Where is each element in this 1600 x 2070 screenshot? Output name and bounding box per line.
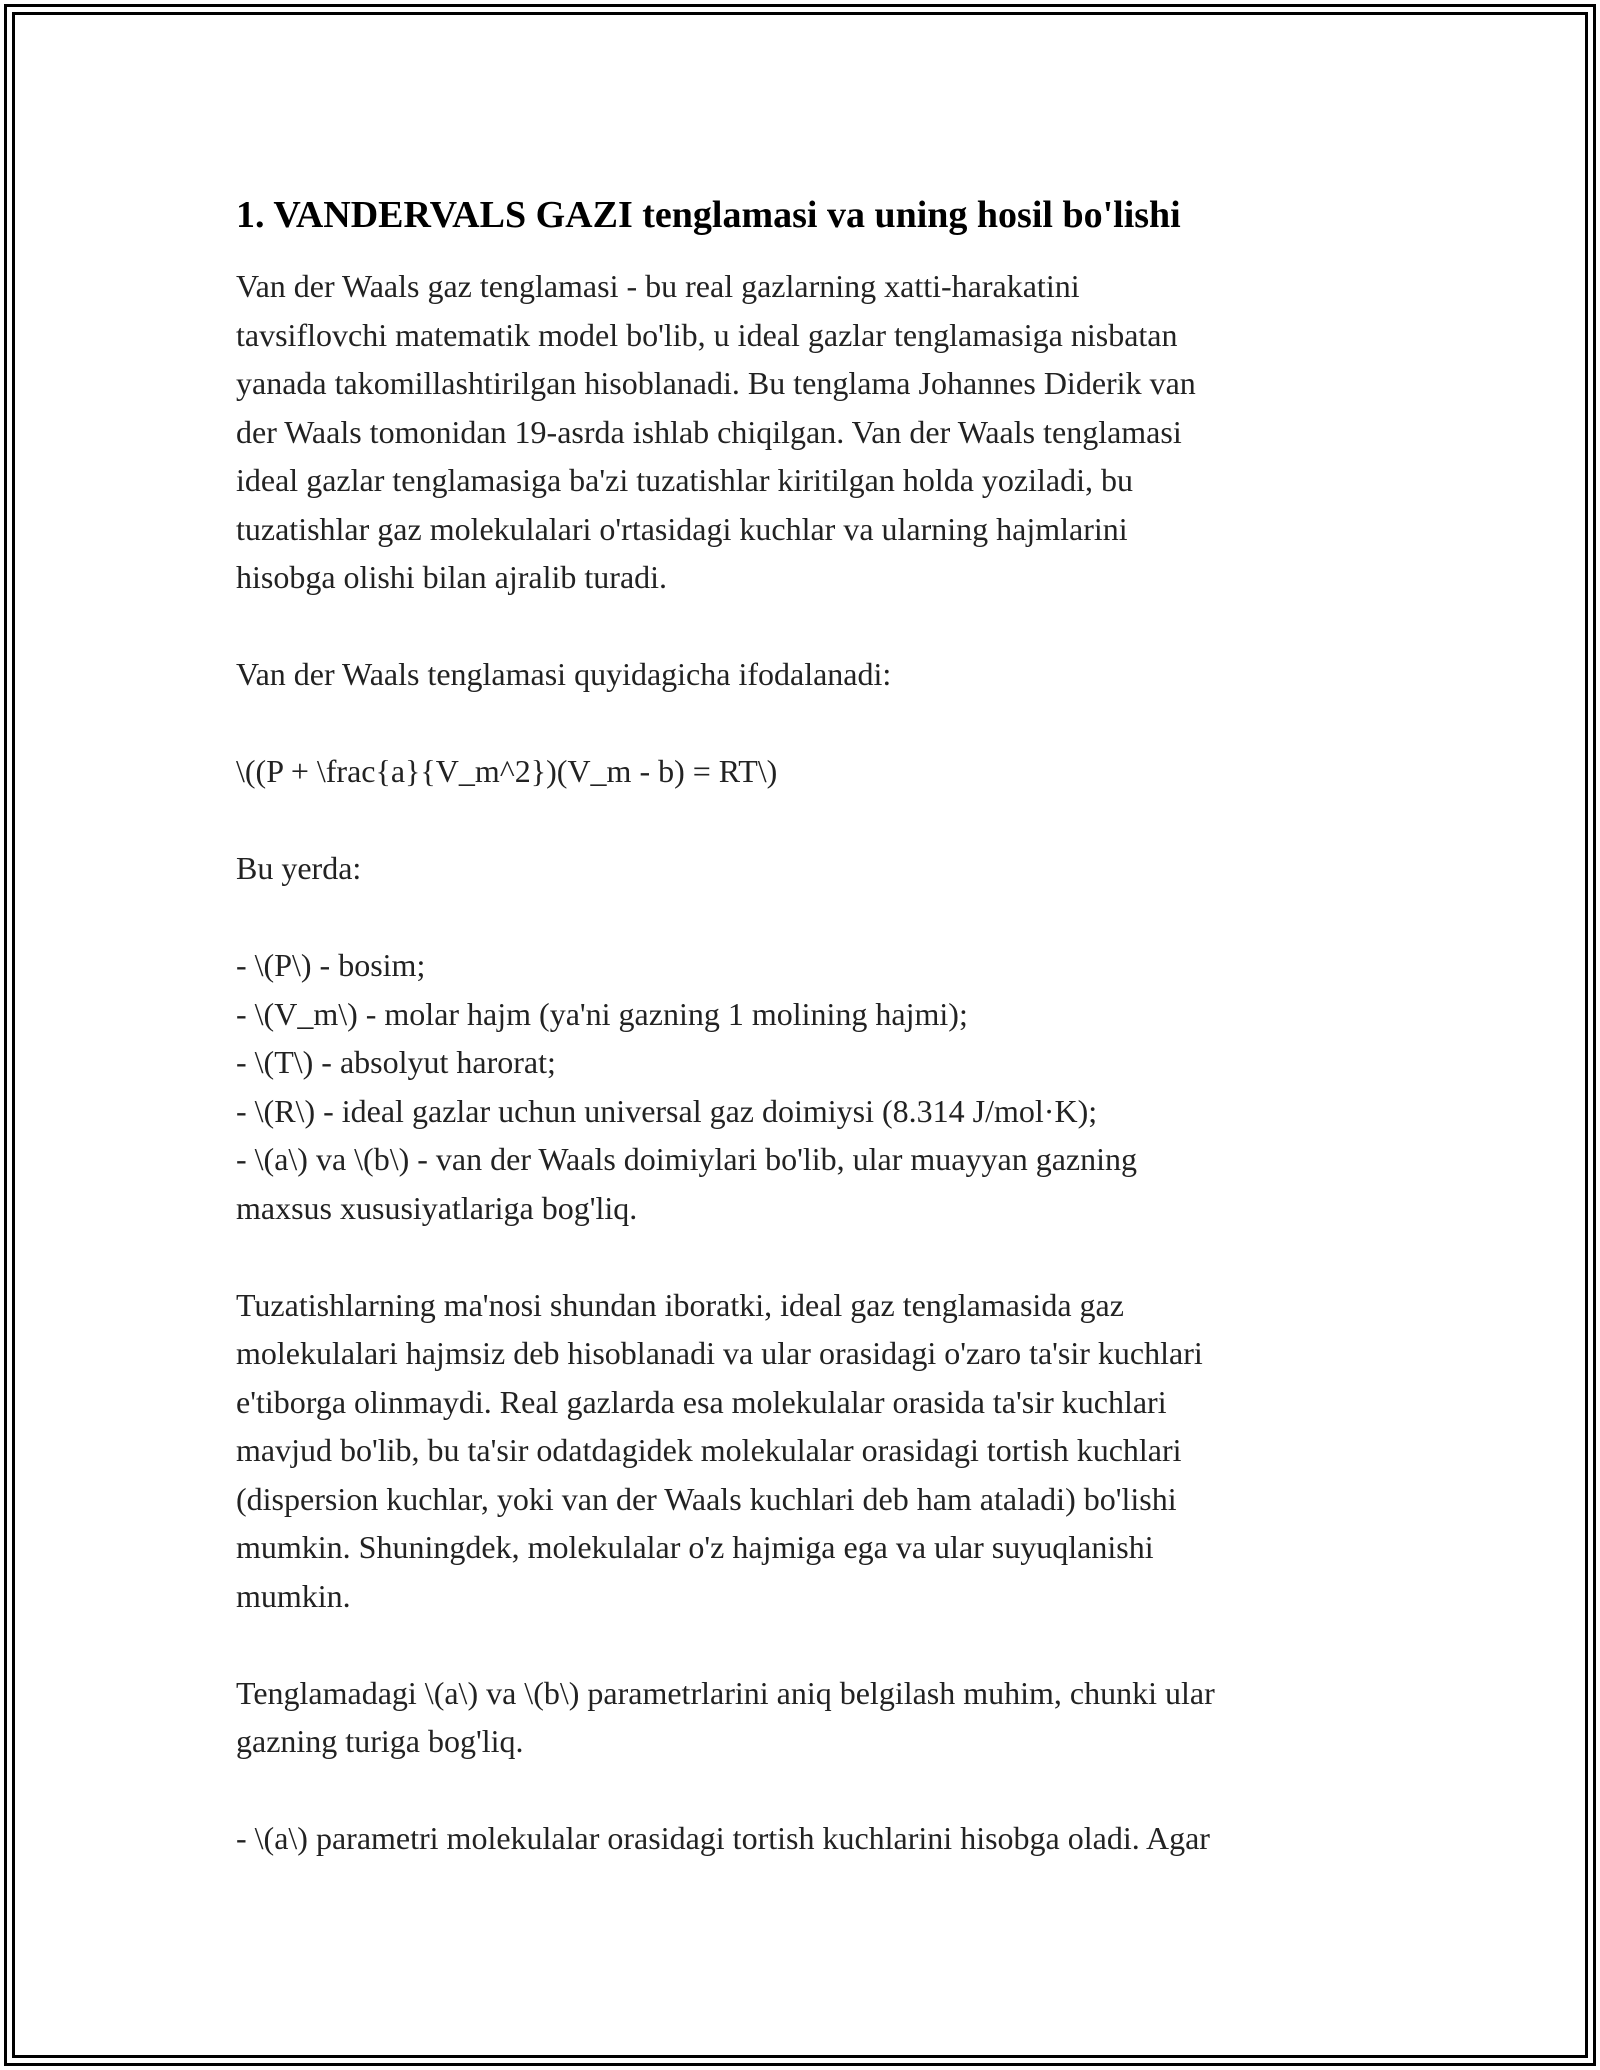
text-line: maxsus xususiyatlariga bog'liq.: [236, 1189, 638, 1226]
list-item: - \(a\) va \(b\) - van der Waals doimiylari bo'lib, ular muayyan gazning: [236, 1141, 1137, 1177]
list-item: - \(a\) parametri molekulalar orasidagi tortish kuchlarini hisobga oladi. Agar: [236, 1820, 1210, 1856]
document-body: [236, 186, 1376, 1863]
text-line: molekulalari hajmsiz deb hisoblanadi va ular orasidagi o'zaro ta'sir kuchlari: [236, 1335, 1203, 1371]
text-line: gazning turiga bog'liq.: [236, 1723, 524, 1759]
text-line: yanada takomillashtirilgan hisoblanadi. Bu tenglama Johannes Diderik van: [236, 365, 1196, 401]
equation-line: \((P + \frac{a}{V_m^2})(V_m - b) = RT\): [236, 753, 778, 789]
text-line: mumkin.: [236, 1577, 351, 1614]
text-line: e'tiborga olinmaydi. Real gazlarda esa molekulalar orasida ta'sir kuchlari: [236, 1383, 1167, 1420]
text-line: mavjud bo'lib, bu ta'sir odatdagidek molekulalar orasidagi tortish kuchlari: [236, 1432, 1182, 1468]
blank-line: [236, 699, 1376, 748]
text-line: Tenglamadagi \(a\) va \(b\) parametrlarini aniq belgilash muhim, chunki ular: [236, 1674, 1215, 1711]
list-item: - \(R\) - ideal gazlar uchun universal gaz doimiysi (8.314 J/mol·K);: [236, 1092, 1098, 1129]
blank-line: [236, 1232, 1376, 1281]
blank-line: [236, 1620, 1376, 1669]
blank-line: [236, 1766, 1376, 1815]
list-item: - \(P\) - bosim;: [236, 947, 426, 983]
blank-line: [236, 796, 1376, 845]
blank-line: [236, 893, 1376, 942]
document-heading: 1. VANDERVALS GAZI tenglamasi va uning hosil bo'lishi: [236, 194, 1181, 236]
text-line: mumkin. Shuningdek, molekulalar o'z hajmiga ega va ular suyuqlanishi: [236, 1529, 1154, 1565]
text-line: Tuzatishlarning ma'nosi shundan iboratki, ideal gaz tenglamasida gaz: [236, 1286, 1124, 1323]
text-line: tavsiflovchi matematik model bo'lib, u ideal gazlar tenglamasiga nisbatan: [236, 316, 1178, 353]
text-line: Bu yerda:: [236, 850, 362, 886]
blank-line: [236, 602, 1376, 651]
text-line: ideal gazlar tenglamasiga ba'zi tuzatishlar kiritilgan holda yoziladi, bu: [236, 462, 1133, 498]
list-item: - \(T\) - absolyut harorat;: [236, 1044, 556, 1080]
text-line: Van der Waals gaz tenglamasi - bu real gazlarning xatti-harakatini: [236, 268, 1080, 304]
list-item: - \(V_m\) - molar hajm (ya'ni gazning 1 molining hajmi);: [236, 995, 968, 1032]
text-line: hisobga olishi bilan ajralib turadi.: [236, 559, 668, 595]
text-line: Van der Waals tenglamasi quyidagicha ifodalanadi:: [236, 656, 892, 692]
text-line: der Waals tomonidan 19-asrda ishlab chiqilgan. Van der Waals tenglamasi: [236, 413, 1182, 450]
text-line: (dispersion kuchlar, yoki van der Waals kuchlari deb ham ataladi) bo'lishi: [236, 1480, 1177, 1517]
text-line: tuzatishlar gaz molekulalari o'rtasidagi kuchlar va ularning hajmlarini: [236, 510, 1128, 547]
